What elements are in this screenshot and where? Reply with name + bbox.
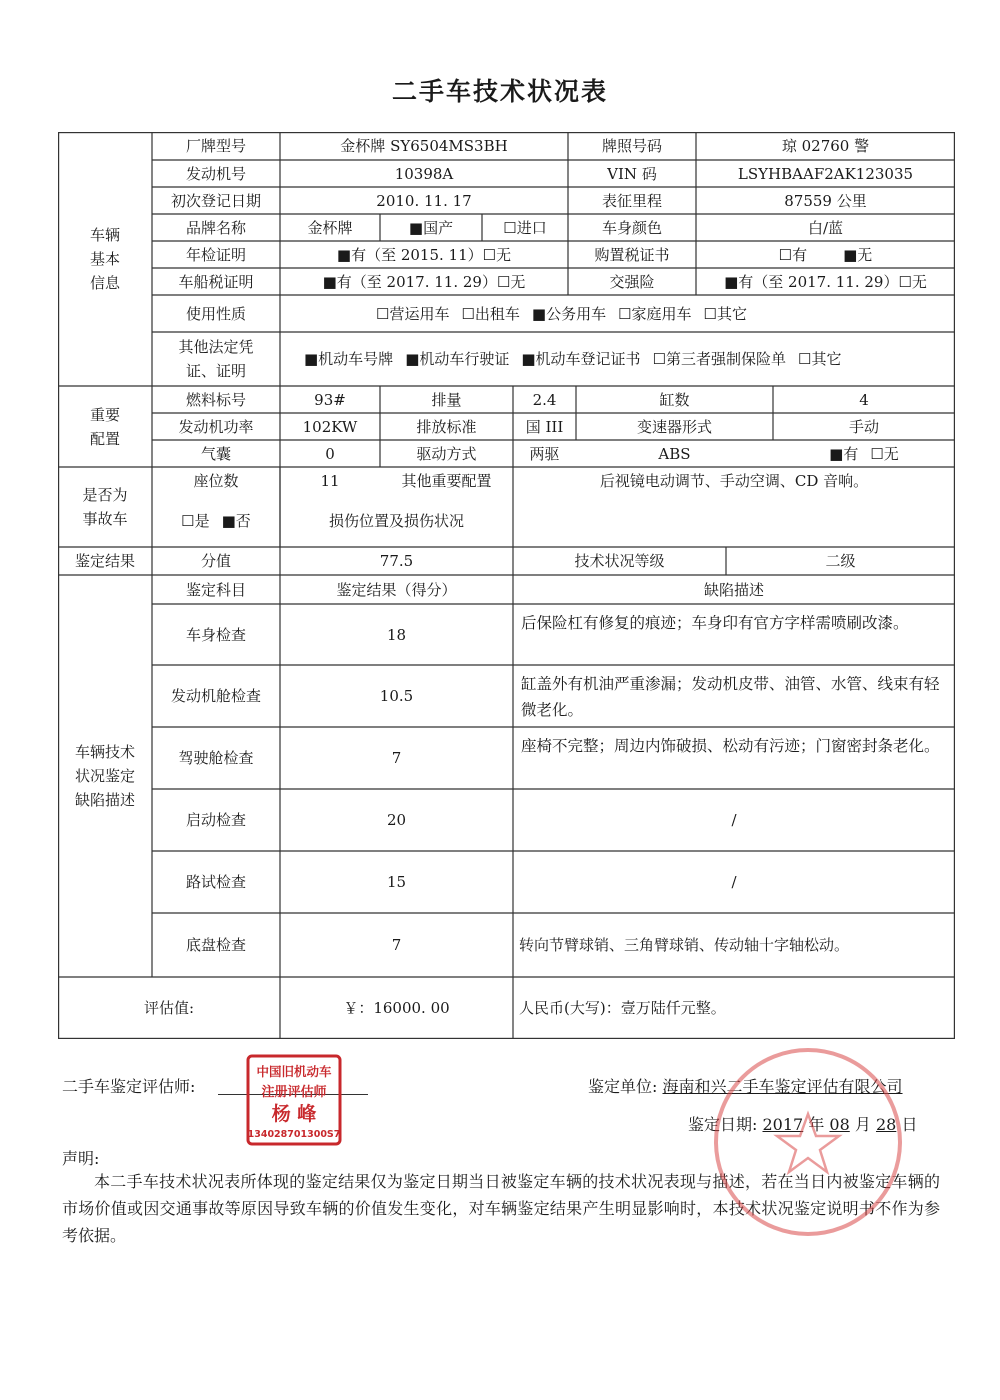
plate-value: 琼 02760 警 (781, 137, 870, 155)
usage-option: ☐家庭用车 (618, 304, 692, 323)
inspection-score: 10.5 (379, 687, 414, 705)
usage-options (280, 295, 955, 332)
inspection-defect: 座椅不完整；周边内饰破损、松动有污迹；门窗密封条老化。 (521, 737, 940, 755)
inspection-score: 15 (386, 873, 407, 891)
usage-option: ■公务用车 (531, 304, 607, 323)
valuation-amount-words: 人民币(大写)：壹万陆仟元整。 (519, 999, 726, 1017)
seal-line: 中国旧机动车 (256, 1064, 332, 1079)
grade-value: 二级 (825, 552, 856, 570)
unit-value: 海南和兴二手车鉴定评估有限公司 (662, 1077, 903, 1096)
displacement-value: 2.4 (532, 390, 557, 409)
inspection-score: 20 (386, 811, 407, 829)
vessel-tax-label: 车船税证明 (178, 272, 254, 291)
score-header: 鉴定结果（得分） (336, 580, 457, 599)
unit-label: 鉴定单位: (588, 1077, 658, 1096)
purchase-tax-yes-checkbox: ☐有 (778, 245, 808, 264)
fuel-label: 燃料标号 (185, 390, 246, 409)
vin-value: LSYHBAAF2AK123035 (737, 164, 914, 183)
valuation-label: 评估值: (143, 999, 195, 1017)
brand-name-label: 品牌名称 (185, 218, 246, 237)
year-char: 年 (808, 1115, 825, 1134)
inspection-defect: 后保险杠有修复的痕迹；车身印有官方字样需喷刷改漆。 (521, 614, 909, 632)
power-value: 102KW (302, 417, 358, 436)
abs-label: ABS (658, 444, 691, 463)
cylinders-value: 4 (859, 390, 869, 409)
engine-no-label: 发动机号 (185, 164, 246, 183)
vin-label: VIN 码 (607, 164, 657, 183)
vessel-tax-value: ■有（至 2017. 11. 29）☐无 (322, 272, 526, 291)
statement-text: 本二手车技术状况表所体现的鉴定结果仅为鉴定日期当日被鉴定车辆的技术状况表现与描述，若在当日内被鉴定车辆的市场价值或因交通事故等原因导致车辆的价值发生变化，对车辆鉴定结果产生明显影响时，本技术状况鉴定说明书不作为参考依据。 (62, 1172, 940, 1245)
inspection-item: 发动机舱检查 (170, 687, 261, 705)
month-char: 月 (854, 1115, 871, 1134)
accident-options (152, 494, 280, 547)
config-section-label: 重要配置 (89, 405, 120, 448)
damage-label: 损伤位置及损伤状况 (328, 511, 464, 530)
other-docs-options (280, 332, 955, 386)
drive-label: 驱动方式 (416, 444, 477, 463)
other-doc-option: ■机动车行驶证 (405, 350, 510, 368)
page-title: 二手车技术状况表 (391, 77, 608, 106)
abs-options (773, 440, 955, 467)
engine-no-value: 10398A (394, 164, 454, 183)
purchase-tax-label: 购置税证书 (594, 245, 670, 264)
insurance-label: 交强险 (609, 272, 655, 291)
inspection-defect: 缸盖外有机油严重渗漏；发动机皮带、油管、水管、线束有轻微老化。 (521, 675, 940, 719)
accident-no-checkbox: ■否 (221, 511, 251, 530)
date-day: 28 (875, 1115, 897, 1134)
transmission-label: 变速器形式 (636, 417, 712, 436)
grade-label: 技术状况等级 (574, 552, 665, 570)
date-label: 鉴定日期: (688, 1115, 758, 1134)
inspection-score: 18 (386, 625, 407, 644)
color-value: 白/蓝 (807, 218, 844, 237)
abs-yes-checkbox: ■有 (829, 444, 859, 463)
inspection-item: 底盘检查 (185, 936, 246, 954)
score-value: 77.5 (379, 552, 414, 570)
mileage-label: 表征里程 (601, 191, 662, 210)
valuation-amount: ￥：16000. 00 (343, 999, 450, 1017)
inspection-defect: / (731, 873, 737, 891)
emission-label: 排放标准 (416, 417, 477, 436)
other-doc-option: ■机动车登记证书 (521, 350, 641, 368)
cylinders-label: 缸数 (659, 390, 690, 409)
transmission-value: 手动 (848, 417, 879, 436)
basic-info-section-label: 车辆基本信息 (89, 226, 120, 292)
insurance-value: ■有（至 2017. 11. 29）☐无 (724, 272, 927, 291)
inspection-cert-label: 年检证明 (185, 245, 246, 264)
fuel-value: 93# (314, 390, 346, 409)
plate-label: 牌照号码 (601, 137, 662, 155)
result-section-label: 鉴定结果 (74, 552, 135, 570)
date-year: 2017 (762, 1115, 804, 1134)
day-char: 日 (901, 1115, 918, 1134)
seal-line: 注册评估师 (261, 1085, 327, 1100)
usage-option: ☐营运用车 (376, 304, 450, 323)
accident-yes-checkbox: ☐是 (181, 511, 210, 530)
inspection-defect: 转向节臂球销、三角臂球销、传动轴十字轴松动。 (519, 936, 850, 954)
seats-value: 11 (320, 471, 340, 490)
seal-line: 134028701300S7 (247, 1129, 341, 1140)
origin-domestic-checkbox: ■国产 (408, 218, 454, 237)
appraiser-label: 二手车鉴定评估师: (62, 1077, 196, 1096)
defect-header: 缺陷描述 (703, 580, 764, 599)
other-doc-option: ☐第三者强制保险单 (652, 350, 787, 368)
airbag-label: 气囊 (200, 444, 231, 463)
date-month: 08 (829, 1115, 850, 1134)
abs-no-checkbox: ☐无 (870, 444, 899, 463)
brand-model-label: 厂牌型号 (185, 137, 246, 155)
other-doc-option: ■机动车号牌 (304, 350, 394, 368)
usage-option: ☐出租车 (461, 304, 520, 323)
inspection-item: 路试检查 (185, 873, 246, 891)
inspection-defect: / (731, 811, 737, 829)
inspection-item: 车身检查 (185, 625, 246, 644)
inspection-section-label: 车辆技术状况鉴定缺陷描述 (74, 743, 135, 809)
other-doc-option: ☐其它 (798, 350, 842, 368)
brand-model-value: 金杯牌 SY6504MS3BH (340, 137, 508, 155)
inspection-cert-value: ■有（至 2015. 11）☐无 (336, 245, 512, 264)
first-reg-label: 初次登记日期 (170, 191, 261, 210)
condition-table (58, 132, 955, 1039)
seal-line: 杨 峰 (271, 1103, 317, 1125)
first-reg-value: 2010. 11. 17 (376, 191, 472, 210)
displacement-label: 排量 (431, 390, 462, 409)
usage-option: ☐其它 (703, 304, 747, 323)
item-header: 鉴定科目 (185, 580, 246, 599)
company-seal (708, 1042, 908, 1242)
purchase-tax-options (696, 241, 955, 268)
seats-label: 座位数 (193, 471, 239, 490)
inspection-item: 驾驶舱检查 (178, 749, 254, 767)
inspection-score: 7 (391, 936, 402, 954)
origin-import-checkbox: ☐进口 (503, 218, 547, 237)
brand-name-value: 金杯牌 (307, 218, 353, 237)
power-label: 发动机功率 (178, 417, 254, 436)
mileage-value: 87559 公里 (784, 191, 867, 210)
other-config-label: 其他重要配置 (401, 471, 492, 490)
purchase-tax-no-checkbox: ■无 (843, 245, 873, 264)
inspection-item: 启动检查 (185, 811, 246, 829)
other-docs-label: 其他法定凭证、证明 (178, 338, 254, 380)
emission-value: 国 III (525, 417, 564, 436)
usage-label: 使用性质 (185, 304, 246, 323)
appraiser-seal (244, 1052, 344, 1148)
damage-value (513, 494, 955, 547)
accident-section-label: 是否为事故车 (82, 486, 128, 528)
inspection-score: 7 (391, 749, 402, 767)
airbag-value: 0 (325, 444, 335, 463)
color-label: 车身颜色 (601, 218, 662, 237)
drive-value: 两驱 (529, 444, 560, 463)
statement-label: 声明: (62, 1149, 100, 1168)
score-label: 分值 (200, 552, 231, 570)
other-config-value: 后视镜电动调节、手动空调、CD 音响。 (599, 471, 869, 490)
